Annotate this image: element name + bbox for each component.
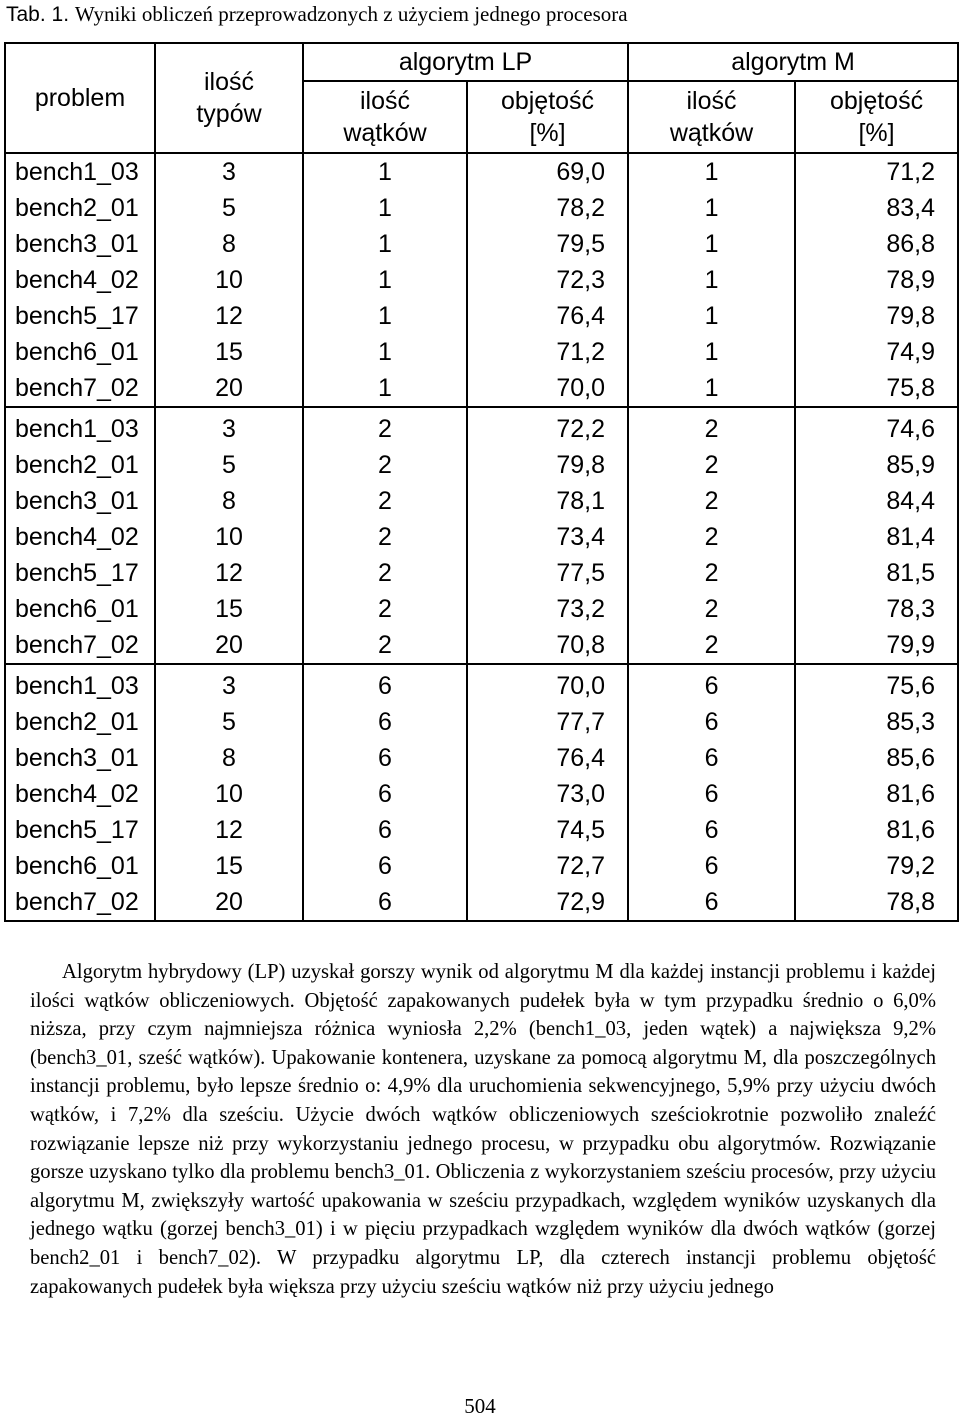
header-m-volume-line1: objętość (829, 87, 924, 115)
cell-lp-threads: 2 (303, 519, 467, 555)
cell-problem: bench3_01 (5, 483, 155, 519)
cell-m-threads: 6 (628, 812, 795, 848)
cell-types: 10 (155, 262, 303, 298)
table-group-2 (5, 407, 958, 664)
cell-types: 8 (155, 226, 303, 262)
cell-problem: bench4_02 (5, 776, 155, 812)
cell-lp-threads: 1 (303, 298, 467, 334)
cell-problem: bench6_01 (5, 334, 155, 370)
cell-m-volume: 84,4 (795, 483, 958, 519)
cell-lp-volume: 79,8 (467, 447, 628, 483)
cell-lp-volume: 71,2 (467, 334, 628, 370)
cell-lp-threads: 1 (303, 226, 467, 262)
cell-m-threads: 6 (628, 884, 795, 921)
cell-m-threads: 2 (628, 407, 795, 447)
header-group-m: algorytm M (628, 43, 958, 81)
cell-lp-threads: 1 (303, 370, 467, 407)
cell-m-volume: 83,4 (795, 190, 958, 226)
cell-types: 10 (155, 776, 303, 812)
cell-problem: bench5_17 (5, 555, 155, 591)
cell-lp-volume: 70,8 (467, 627, 628, 664)
table-row (5, 153, 958, 190)
cell-lp-volume: 73,0 (467, 776, 628, 812)
cell-lp-threads: 6 (303, 812, 467, 848)
cell-m-threads: 2 (628, 447, 795, 483)
cell-m-threads: 2 (628, 555, 795, 591)
cell-m-volume: 74,9 (795, 334, 958, 370)
header-lp-volume (467, 81, 628, 153)
header-lp-threads-line1: ilość (359, 87, 410, 115)
cell-lp-volume: 79,5 (467, 226, 628, 262)
cell-m-volume: 78,9 (795, 262, 958, 298)
cell-problem: bench3_01 (5, 740, 155, 776)
cell-m-volume: 71,2 (795, 153, 958, 190)
cell-lp-threads: 6 (303, 776, 467, 812)
table-row (5, 370, 958, 407)
cell-lp-threads: 1 (303, 153, 467, 190)
cell-problem: bench7_02 (5, 627, 155, 664)
cell-types: 8 (155, 483, 303, 519)
cell-lp-threads: 2 (303, 555, 467, 591)
header-m-volume-line2: [%] (858, 119, 895, 147)
table-row (5, 884, 958, 921)
table-caption (6, 2, 628, 27)
cell-m-volume: 75,8 (795, 370, 958, 407)
cell-m-threads: 1 (628, 298, 795, 334)
cell-lp-threads: 1 (303, 262, 467, 298)
table-caption-title: Wyniki obliczeń przeprowadzonych z użyciem jednego procesora (74, 2, 628, 26)
cell-types: 12 (155, 812, 303, 848)
cell-problem: bench7_02 (5, 884, 155, 921)
cell-lp-threads: 6 (303, 884, 467, 921)
cell-lp-threads: 6 (303, 664, 467, 704)
table-row (5, 407, 958, 447)
cell-lp-volume: 72,9 (467, 884, 628, 921)
cell-m-threads: 6 (628, 704, 795, 740)
table-row (5, 334, 958, 370)
cell-lp-threads: 1 (303, 190, 467, 226)
cell-lp-volume: 72,7 (467, 848, 628, 884)
header-types (155, 43, 303, 153)
cell-problem: bench1_03 (5, 407, 155, 447)
cell-types: 5 (155, 190, 303, 226)
table-row (5, 664, 958, 704)
body-paragraph-block (30, 958, 936, 1301)
cell-lp-volume: 77,5 (467, 555, 628, 591)
table-row (5, 591, 958, 627)
page-number: 504 (464, 1394, 496, 1418)
cell-m-volume: 78,3 (795, 591, 958, 627)
cell-problem: bench4_02 (5, 262, 155, 298)
cell-problem: bench5_17 (5, 812, 155, 848)
cell-m-volume: 86,8 (795, 226, 958, 262)
cell-m-volume: 79,2 (795, 848, 958, 884)
cell-lp-volume: 77,7 (467, 704, 628, 740)
cell-m-threads: 6 (628, 776, 795, 812)
cell-lp-volume: 72,3 (467, 262, 628, 298)
cell-problem: bench6_01 (5, 848, 155, 884)
cell-lp-threads: 1 (303, 334, 467, 370)
cell-types: 10 (155, 519, 303, 555)
table-group-1 (5, 153, 958, 407)
table-row (5, 812, 958, 848)
header-group-lp: algorytm LP (303, 43, 628, 81)
cell-m-threads: 1 (628, 153, 795, 190)
table-row (5, 262, 958, 298)
cell-types: 20 (155, 627, 303, 664)
cell-lp-threads: 2 (303, 447, 467, 483)
cell-types: 3 (155, 407, 303, 447)
cell-m-threads: 1 (628, 334, 795, 370)
cell-m-threads: 6 (628, 740, 795, 776)
cell-problem: bench1_03 (5, 153, 155, 190)
cell-types: 20 (155, 884, 303, 921)
table-row (5, 776, 958, 812)
cell-lp-volume: 76,4 (467, 740, 628, 776)
cell-m-threads: 1 (628, 226, 795, 262)
cell-types: 20 (155, 370, 303, 407)
cell-m-volume: 81,5 (795, 555, 958, 591)
cell-types: 12 (155, 298, 303, 334)
cell-m-volume: 79,9 (795, 627, 958, 664)
cell-lp-threads: 2 (303, 483, 467, 519)
cell-m-threads: 2 (628, 519, 795, 555)
cell-m-volume: 85,6 (795, 740, 958, 776)
cell-lp-volume: 76,4 (467, 298, 628, 334)
cell-m-threads: 2 (628, 627, 795, 664)
cell-m-volume: 81,6 (795, 812, 958, 848)
cell-m-threads: 2 (628, 483, 795, 519)
cell-m-volume: 74,6 (795, 407, 958, 447)
cell-lp-threads: 2 (303, 627, 467, 664)
cell-m-volume: 81,4 (795, 519, 958, 555)
cell-problem: bench2_01 (5, 704, 155, 740)
table-caption-label: Tab. 1. (6, 3, 70, 26)
cell-problem: bench6_01 (5, 591, 155, 627)
cell-m-threads: 1 (628, 370, 795, 407)
cell-types: 12 (155, 555, 303, 591)
cell-lp-threads: 6 (303, 740, 467, 776)
cell-types: 8 (155, 740, 303, 776)
cell-m-threads: 1 (628, 190, 795, 226)
cell-lp-volume: 78,1 (467, 483, 628, 519)
cell-problem: bench5_17 (5, 298, 155, 334)
cell-types: 5 (155, 447, 303, 483)
cell-types: 5 (155, 704, 303, 740)
cell-lp-volume: 73,4 (467, 519, 628, 555)
header-lp-threads (303, 81, 467, 153)
header-lp-volume-line1: objętość (500, 87, 595, 115)
cell-types: 15 (155, 848, 303, 884)
cell-problem: bench2_01 (5, 447, 155, 483)
table-row (5, 555, 958, 591)
cell-lp-threads: 6 (303, 848, 467, 884)
cell-m-volume: 75,6 (795, 664, 958, 704)
header-m-threads (628, 81, 795, 153)
header-lp-volume-line2: [%] (529, 119, 566, 147)
cell-types: 3 (155, 153, 303, 190)
cell-problem: bench7_02 (5, 370, 155, 407)
cell-lp-volume: 73,2 (467, 591, 628, 627)
table-row (5, 226, 958, 262)
cell-lp-volume: 70,0 (467, 664, 628, 704)
cell-lp-volume: 69,0 (467, 153, 628, 190)
table-row (5, 519, 958, 555)
table-row (5, 740, 958, 776)
header-m-threads-line1: ilość (686, 87, 737, 115)
table-row (5, 190, 958, 226)
cell-m-volume: 79,8 (795, 298, 958, 334)
cell-problem: bench4_02 (5, 519, 155, 555)
table-row (5, 627, 958, 664)
cell-types: 15 (155, 591, 303, 627)
cell-problem: bench3_01 (5, 226, 155, 262)
cell-lp-volume: 78,2 (467, 190, 628, 226)
cell-lp-volume: 70,0 (467, 370, 628, 407)
cell-m-threads: 6 (628, 848, 795, 884)
cell-lp-threads: 6 (303, 704, 467, 740)
cell-m-volume: 78,8 (795, 884, 958, 921)
body-paragraph: Algorytm hybrydowy (LP) uzyskał gorszy wynik od algorytmu M dla każdej instancji problemu i każdej ilości wątków obliczeniowych. Objętość zapakowanych pudełek była w tym przypadku średnio o 6,0% niższa, przy czym najmniejsza różnica wyniosła 2,2% (bench1_03, jeden wątek) a największa 9,2% (bench3_01, sześć wątków). Upakowanie kontenera, uzyskane za pomocą algorytmu M, dla poszczególnych instancji problemu, było lepsze średnio o: 4,9% dla uruchomienia sekwencyjnego, 5,9% przy użyciu dwóch wątków, i 7,2% dla sześciu. Użycie dwóch wątków obliczeniowych sześciokrotnie pozwoliło znaleźć rozwiązanie lepsze niż przy wykorzystaniu jednego procesu, w przypadku obu algorytmów. Rozwiązanie gorsze uzyskano tylko dla problemu bench3_01. Obliczenia z wykorzystaniem sześciu procesów, przy użyciu algorytmu M, zwiększyły wartość upakowania w sześciu przypadkach, względem wyników uzyskanych dla jednego wątku (gorzej bench3_01) i w pięciu przypadkach względem wyników dla dwóch wątków (gorzej bench2_01 i bench7_02). W przypadku algorytmu LP, dla czterech instancji problemu objętość zapakowanych pudełek była większa przy użyciu sześciu wątków niż przy użyciu jednego (30, 961, 936, 1298)
cell-types: 3 (155, 664, 303, 704)
cell-m-threads: 2 (628, 591, 795, 627)
table-group-3 (5, 664, 958, 921)
cell-lp-threads: 2 (303, 591, 467, 627)
cell-lp-volume: 74,5 (467, 812, 628, 848)
table-row (5, 298, 958, 334)
cell-types: 15 (155, 334, 303, 370)
cell-problem: bench1_03 (5, 664, 155, 704)
table-row (5, 447, 958, 483)
header-lp-threads-line2: wątków (343, 119, 427, 147)
cell-problem: bench2_01 (5, 190, 155, 226)
cell-m-volume: 85,9 (795, 447, 958, 483)
header-problem: problem (5, 43, 155, 153)
table-row (5, 483, 958, 519)
table-row (5, 704, 958, 740)
header-m-threads-line2: wątków (669, 119, 754, 147)
cell-m-threads: 1 (628, 262, 795, 298)
results-table (4, 42, 959, 922)
cell-lp-threads: 2 (303, 407, 467, 447)
cell-m-volume: 85,3 (795, 704, 958, 740)
cell-m-threads: 6 (628, 664, 795, 704)
cell-m-volume: 81,6 (795, 776, 958, 812)
header-types-line2: typów (196, 100, 262, 128)
cell-lp-volume: 72,2 (467, 407, 628, 447)
results-table-header (5, 43, 958, 153)
header-types-line1: ilość (203, 68, 254, 96)
table-row (5, 848, 958, 884)
header-m-volume (795, 81, 958, 153)
